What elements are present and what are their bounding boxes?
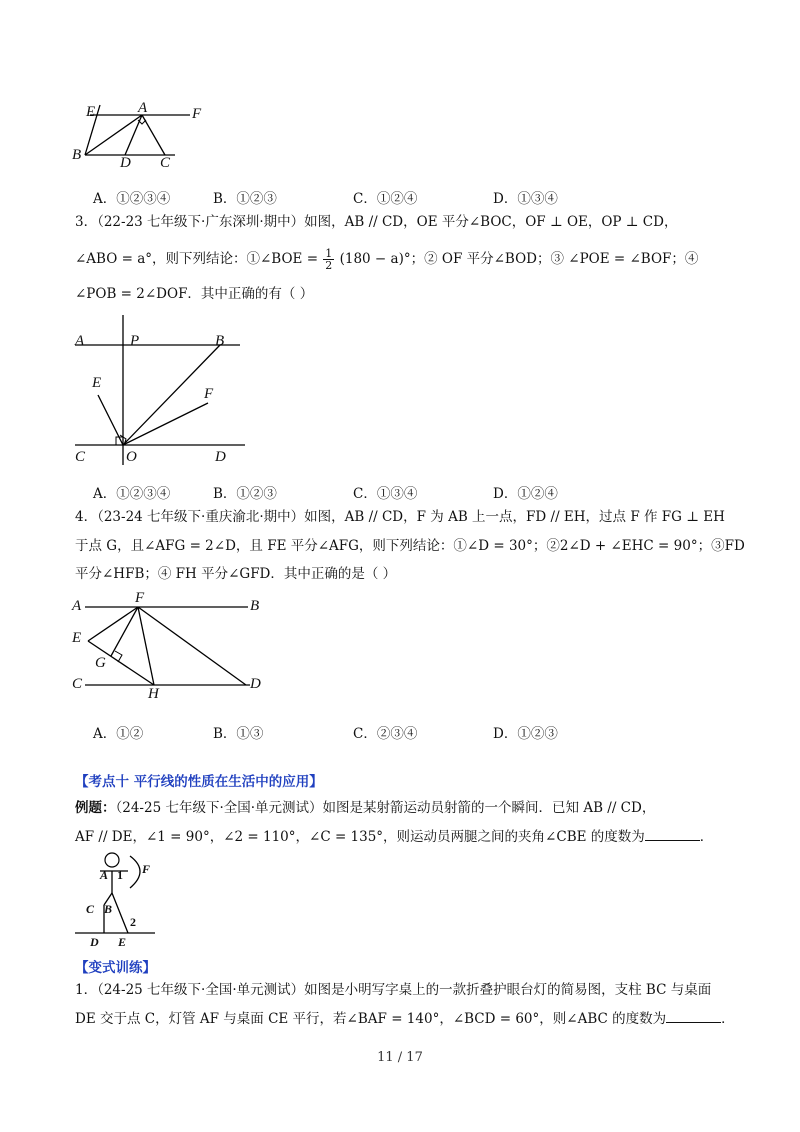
example-label-E: E bbox=[118, 935, 127, 949]
q3-option-c[interactable]: C．①③④ bbox=[353, 486, 418, 502]
variant-line-1: 1．（24-25 七年级下·全国·单元测试）如图是小明写字桌上的一款折叠护眼台灯的简易图，支柱 BC 与桌面 bbox=[75, 982, 712, 998]
example-figure bbox=[70, 848, 170, 948]
q3-fraction bbox=[323, 248, 334, 271]
example-line-2 bbox=[75, 826, 713, 847]
q3-frac-num: 1 bbox=[325, 247, 333, 260]
q4-label-C: C bbox=[72, 676, 83, 692]
section-title: 【考点十 平行线的性质在生活中的应用】 bbox=[75, 774, 323, 790]
example-label-B: B bbox=[104, 902, 113, 916]
example-label: 例题： bbox=[75, 800, 116, 816]
q2-option-b[interactable]: B．①②③ bbox=[213, 191, 277, 207]
q4-label-G: G bbox=[95, 655, 106, 671]
q3-label-F: F bbox=[204, 386, 214, 402]
example-line-1 bbox=[75, 798, 655, 818]
q4-option-d[interactable]: D．①②③ bbox=[493, 726, 558, 742]
q4-label-H: H bbox=[148, 686, 159, 702]
example-label-D: D bbox=[90, 935, 99, 949]
q3-label-E: E bbox=[92, 375, 102, 391]
example-line-2-end: ． bbox=[699, 829, 714, 845]
q2-label-E: E bbox=[86, 104, 96, 120]
q3-label-C: C bbox=[75, 449, 86, 465]
page-number: 11 / 17 bbox=[377, 1050, 423, 1065]
q4-line-2: 于点 G，且∠AFG = 2∠D，且 FE 平分∠AFG，则下列结论：①∠D = 30°；②2∠D + ∠EHC = 90°；③FD bbox=[75, 538, 745, 554]
q3-option-d[interactable]: D．①②④ bbox=[493, 486, 558, 502]
q3-label-A: A bbox=[75, 333, 85, 349]
example-label-F: F bbox=[142, 862, 151, 876]
q4-option-a[interactable]: A．①② bbox=[93, 726, 144, 742]
q4-line-3: 平分∠HFB；④ FH 平分∠GFD．其中正确的是（ ） bbox=[75, 566, 397, 582]
q4-option-c[interactable]: C．②③④ bbox=[353, 726, 418, 742]
example-answer-blank[interactable] bbox=[645, 826, 700, 841]
example-line-2-text: AF // DE，∠1 = 90°，∠2 = 110°，∠C = 135°，则运动员两腿之间的夹角∠CBE 的度数为 bbox=[75, 829, 645, 845]
example-line-1-text: （24-25 七年级下·全国·单元测试）如图是某射箭运动员射箭的一个瞬间．已知 AB // CD， bbox=[115, 800, 656, 816]
example-label-A: A bbox=[100, 868, 109, 882]
q3-option-b[interactable]: B．①②③ bbox=[213, 486, 277, 502]
q3-line-2a: ∠ABO = a°，则下列结论：①∠BOE = bbox=[75, 251, 318, 267]
q4-figure bbox=[70, 595, 270, 705]
example-label-1: 1 bbox=[117, 868, 123, 882]
q2-label-C: C bbox=[160, 155, 171, 171]
q2-option-a[interactable]: A．①②③④ bbox=[93, 191, 171, 207]
variant-line-2 bbox=[75, 1008, 735, 1029]
q2-label-B: B bbox=[72, 147, 82, 163]
example-label-C: C bbox=[86, 902, 95, 916]
variant-line-2-end: ． bbox=[721, 1011, 735, 1027]
q4-option-b[interactable]: B．①③ bbox=[213, 726, 264, 742]
q3-option-a[interactable]: A．①②③④ bbox=[93, 486, 171, 502]
q2-label-A: A bbox=[138, 100, 148, 116]
q3-line-2b: (180 − a)°；② OF 平分∠BOD；③ ∠POE = ∠BOF；④ bbox=[339, 251, 699, 267]
q4-line-1: 4．（23-24 七年级下·重庆渝北·期中）如图，AB // CD，F 为 AB 上一点，FD // EH，过点 F 作 FG ⊥ EH bbox=[75, 509, 725, 525]
variant-answer-blank[interactable] bbox=[666, 1008, 721, 1023]
q2-figure bbox=[70, 95, 240, 175]
q3-label-O: O bbox=[126, 449, 137, 465]
q3-line-1: 3．（22-23 七年级下·广东深圳·期中）如图，AB // CD，OE 平分∠BOC，OF ⊥ OE，OP ⊥ CD， bbox=[75, 214, 678, 230]
q3-line-2 bbox=[75, 248, 698, 271]
q3-line-3: ∠POB = 2∠DOF．其中正确的有（ ） bbox=[75, 286, 314, 302]
q3-label-P: P bbox=[130, 333, 140, 349]
q4-label-B: B bbox=[250, 598, 260, 614]
q4-label-F: F bbox=[135, 590, 145, 606]
q2-label-D: D bbox=[120, 155, 131, 171]
variant-title: 【变式训练】 bbox=[75, 960, 156, 976]
q2-option-c[interactable]: C．①②④ bbox=[353, 191, 418, 207]
q3-frac-den: 2 bbox=[325, 259, 333, 272]
variant-line-2-text: DE 交于点 C，灯管 AF 与桌面 CE 平行，若∠BAF = 140°，∠BCD = 60°，则∠ABC 的度数为 bbox=[75, 1011, 667, 1027]
q4-label-D: D bbox=[250, 676, 261, 692]
q4-label-A: A bbox=[72, 598, 82, 614]
q3-label-D: D bbox=[215, 449, 226, 465]
q2-option-d[interactable]: D．①③④ bbox=[493, 191, 558, 207]
q2-label-F: F bbox=[192, 106, 202, 122]
q4-label-E: E bbox=[72, 630, 82, 646]
q3-label-B: B bbox=[215, 333, 225, 349]
example-label-2: 2 bbox=[130, 915, 136, 929]
